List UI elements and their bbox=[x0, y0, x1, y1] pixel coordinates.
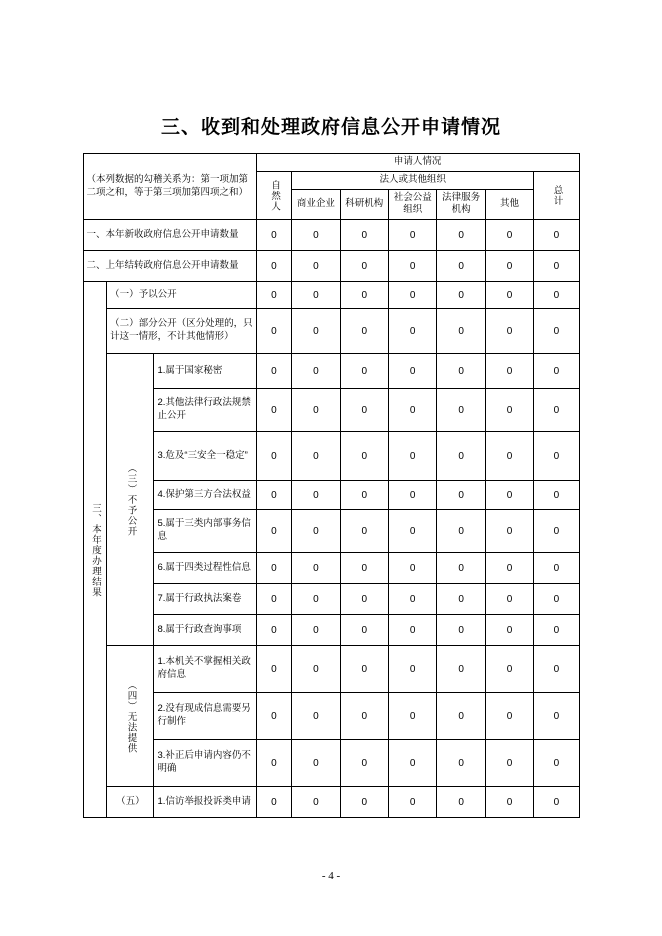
cell-value: 0 bbox=[485, 432, 533, 481]
cell-value: 0 bbox=[340, 309, 388, 354]
header-natural-person-label: 自然人 bbox=[269, 179, 281, 212]
row-label-unclear-content: 3.补正后申请内容仍不明确 bbox=[154, 740, 256, 787]
row-label-petition-complaint: 1.信访举报投诉类申请 bbox=[154, 787, 256, 818]
cell-value: 0 bbox=[389, 389, 437, 432]
header-col-research: 科研机构 bbox=[340, 189, 388, 220]
cell-value: 0 bbox=[389, 646, 437, 693]
cell-value: 0 bbox=[256, 432, 292, 481]
group-label-no-disclose bbox=[107, 354, 154, 646]
information-disclosure-table bbox=[83, 153, 580, 818]
cell-value: 0 bbox=[256, 251, 292, 282]
cell-value: 0 bbox=[437, 389, 485, 432]
row-label-law-prohibited: 2.其他法律行政法规禁止公开 bbox=[154, 389, 256, 432]
cell-value: 0 bbox=[340, 510, 388, 553]
group-label-other-handling: （五） bbox=[107, 787, 154, 818]
cell-value: 0 bbox=[437, 646, 485, 693]
cell-value: 0 bbox=[534, 615, 579, 646]
row-label-state-secret: 1.属于国家秘密 bbox=[154, 354, 256, 389]
cell-value: 0 bbox=[389, 787, 437, 818]
cell-value: 0 bbox=[389, 510, 437, 553]
row-label-enforcement-file: 7.属于行政执法案卷 bbox=[154, 584, 256, 615]
cell-value: 0 bbox=[340, 740, 388, 787]
cell-value: 0 bbox=[340, 646, 388, 693]
cell-value: 0 bbox=[437, 354, 485, 389]
cell-value: 0 bbox=[485, 510, 533, 553]
section-label-annual-results bbox=[83, 282, 107, 818]
cell-value: 0 bbox=[256, 553, 292, 584]
cell-value: 0 bbox=[485, 740, 533, 787]
cell-value: 0 bbox=[292, 584, 340, 615]
cell-value: 0 bbox=[256, 693, 292, 740]
cell-value: 0 bbox=[256, 354, 292, 389]
cell-value: 0 bbox=[534, 282, 579, 309]
cell-value: 0 bbox=[340, 282, 388, 309]
cell-value: 0 bbox=[389, 693, 437, 740]
cell-value: 0 bbox=[534, 389, 579, 432]
cell-value: 0 bbox=[292, 432, 340, 481]
row-label-not-held: 1.本机关不掌握相关政府信息 bbox=[154, 646, 256, 693]
table-row bbox=[83, 615, 579, 646]
cell-value: 0 bbox=[340, 481, 388, 510]
cell-value: 0 bbox=[292, 787, 340, 818]
cell-value: 0 bbox=[256, 646, 292, 693]
page-title: 三、收到和处理政府信息公开申请情况 bbox=[160, 117, 501, 138]
cell-value: 0 bbox=[292, 309, 340, 354]
page-number: - 4 - bbox=[321, 870, 341, 882]
cell-value: 0 bbox=[256, 787, 292, 818]
cell-value: 0 bbox=[485, 389, 533, 432]
table-header-row-1 bbox=[83, 154, 579, 172]
cell-value: 0 bbox=[437, 615, 485, 646]
section-label-text: 三、本年度办理结果 bbox=[90, 502, 101, 597]
cell-value: 0 bbox=[437, 220, 485, 251]
cell-value: 0 bbox=[389, 220, 437, 251]
cell-value: 0 bbox=[389, 432, 437, 481]
table-row bbox=[83, 432, 579, 481]
cell-value: 0 bbox=[437, 553, 485, 584]
header-col-other: 其他 bbox=[485, 189, 533, 220]
row-label-internal-affairs: 5.属于三类内部事务信息 bbox=[154, 510, 256, 553]
cell-value: 0 bbox=[534, 481, 579, 510]
cell-value: 0 bbox=[340, 220, 388, 251]
cell-value: 0 bbox=[534, 646, 579, 693]
cell-value: 0 bbox=[389, 740, 437, 787]
cell-value: 0 bbox=[534, 251, 579, 282]
cell-value: 0 bbox=[485, 584, 533, 615]
header-col-social-welfare: 社会公益组织 bbox=[389, 189, 437, 220]
table-row bbox=[83, 584, 579, 615]
cell-value: 0 bbox=[485, 553, 533, 584]
cell-value: 0 bbox=[534, 354, 579, 389]
table-row bbox=[83, 510, 579, 553]
cell-value: 0 bbox=[389, 251, 437, 282]
cell-value: 0 bbox=[292, 510, 340, 553]
cell-value: 0 bbox=[534, 309, 579, 354]
table-row bbox=[83, 481, 579, 510]
cell-value: 0 bbox=[389, 282, 437, 309]
cell-value: 0 bbox=[256, 481, 292, 510]
cell-value: 0 bbox=[340, 432, 388, 481]
cell-value: 0 bbox=[340, 553, 388, 584]
cell-value: 0 bbox=[534, 510, 579, 553]
cell-value: 0 bbox=[389, 309, 437, 354]
cell-value: 0 bbox=[389, 584, 437, 615]
cell-value: 0 bbox=[534, 553, 579, 584]
header-col-commercial: 商业企业 bbox=[292, 189, 340, 220]
cell-value: 0 bbox=[485, 787, 533, 818]
header-legal-group: 法人或其他组织 bbox=[292, 171, 534, 189]
cell-value: 0 bbox=[292, 740, 340, 787]
cell-value: 0 bbox=[485, 354, 533, 389]
cell-value: 0 bbox=[534, 787, 579, 818]
row-label-new-applications: 一、本年新收政府信息公开申请数量 bbox=[83, 220, 256, 251]
cell-value: 0 bbox=[485, 282, 533, 309]
cell-value: 0 bbox=[256, 220, 292, 251]
cell-value: 0 bbox=[256, 584, 292, 615]
cell-value: 0 bbox=[485, 309, 533, 354]
cell-value: 0 bbox=[340, 389, 388, 432]
header-description: （本列数据的勾稽关系为：第一项加第二项之和，等于第三项加第四项之和） bbox=[83, 154, 256, 220]
cell-value: 0 bbox=[389, 615, 437, 646]
cell-value: 0 bbox=[292, 693, 340, 740]
cell-value: 0 bbox=[485, 693, 533, 740]
row-label-three-safety: 3.危及“三安全一稳定” bbox=[154, 432, 256, 481]
cell-value: 0 bbox=[292, 553, 340, 584]
cell-value: 0 bbox=[292, 389, 340, 432]
cell-value: 0 bbox=[340, 251, 388, 282]
header-col-legal-service: 法律服务机构 bbox=[437, 189, 485, 220]
cell-value: 0 bbox=[340, 354, 388, 389]
cell-value: 0 bbox=[256, 389, 292, 432]
cell-value: 0 bbox=[534, 584, 579, 615]
table-row bbox=[83, 553, 579, 584]
table-row bbox=[83, 389, 579, 432]
cell-value: 0 bbox=[340, 787, 388, 818]
cell-value: 0 bbox=[292, 251, 340, 282]
cell-value: 0 bbox=[340, 584, 388, 615]
cell-value: 0 bbox=[437, 282, 485, 309]
header-total bbox=[534, 171, 579, 219]
group-label-text: （三）不予公开 bbox=[125, 463, 137, 537]
cell-value: 0 bbox=[437, 251, 485, 282]
cell-value: 0 bbox=[389, 553, 437, 584]
group-label-cannot-provide bbox=[107, 646, 154, 787]
table-row bbox=[83, 282, 579, 309]
cell-value: 0 bbox=[256, 615, 292, 646]
cell-value: 0 bbox=[437, 481, 485, 510]
cell-value: 0 bbox=[256, 510, 292, 553]
table-row bbox=[83, 251, 579, 282]
cell-value: 0 bbox=[485, 646, 533, 693]
table-row bbox=[83, 740, 579, 787]
row-label-partial-disclose: （二）部分公开（区分处理的，只计这一情形，不计其他情形） bbox=[107, 309, 257, 354]
header-applicant-group: 申请人情况 bbox=[256, 154, 579, 172]
cell-value: 0 bbox=[292, 481, 340, 510]
cell-value: 0 bbox=[485, 251, 533, 282]
cell-value: 0 bbox=[340, 693, 388, 740]
row-label-disclose: （一）予以公开 bbox=[107, 282, 257, 309]
cell-value: 0 bbox=[437, 740, 485, 787]
cell-value: 0 bbox=[485, 481, 533, 510]
table-row bbox=[83, 309, 579, 354]
cell-value: 0 bbox=[534, 220, 579, 251]
table-row bbox=[83, 220, 579, 251]
cell-value: 0 bbox=[437, 787, 485, 818]
cell-value: 0 bbox=[256, 740, 292, 787]
cell-value: 0 bbox=[437, 693, 485, 740]
cell-value: 0 bbox=[292, 615, 340, 646]
cell-value: 0 bbox=[485, 220, 533, 251]
cell-value: 0 bbox=[485, 615, 533, 646]
table-row bbox=[83, 693, 579, 740]
table-row bbox=[83, 787, 579, 818]
cell-value: 0 bbox=[389, 481, 437, 510]
group-label-text: （四）无法提供 bbox=[125, 679, 137, 753]
row-label-third-party: 4.保护第三方合法权益 bbox=[154, 481, 256, 510]
row-label-carryover-applications: 二、上年结转政府信息公开申请数量 bbox=[83, 251, 256, 282]
cell-value: 0 bbox=[437, 584, 485, 615]
row-label-process-info: 6.属于四类过程性信息 bbox=[154, 553, 256, 584]
table-row bbox=[83, 354, 579, 389]
cell-value: 0 bbox=[437, 432, 485, 481]
cell-value: 0 bbox=[340, 615, 388, 646]
cell-value: 0 bbox=[292, 646, 340, 693]
cell-value: 0 bbox=[534, 740, 579, 787]
header-total-label: 总计 bbox=[551, 185, 563, 207]
cell-value: 0 bbox=[389, 354, 437, 389]
cell-value: 0 bbox=[292, 282, 340, 309]
row-label-admin-query: 8.属于行政查询事项 bbox=[154, 615, 256, 646]
table-row bbox=[83, 646, 579, 693]
cell-value: 0 bbox=[437, 309, 485, 354]
cell-value: 0 bbox=[534, 693, 579, 740]
row-label-needs-creation: 2.没有现成信息需要另行制作 bbox=[154, 693, 256, 740]
cell-value: 0 bbox=[256, 282, 292, 309]
cell-value: 0 bbox=[292, 354, 340, 389]
cell-value: 0 bbox=[256, 309, 292, 354]
cell-value: 0 bbox=[292, 220, 340, 251]
header-natural-person bbox=[256, 171, 292, 219]
cell-value: 0 bbox=[437, 510, 485, 553]
cell-value: 0 bbox=[534, 432, 579, 481]
